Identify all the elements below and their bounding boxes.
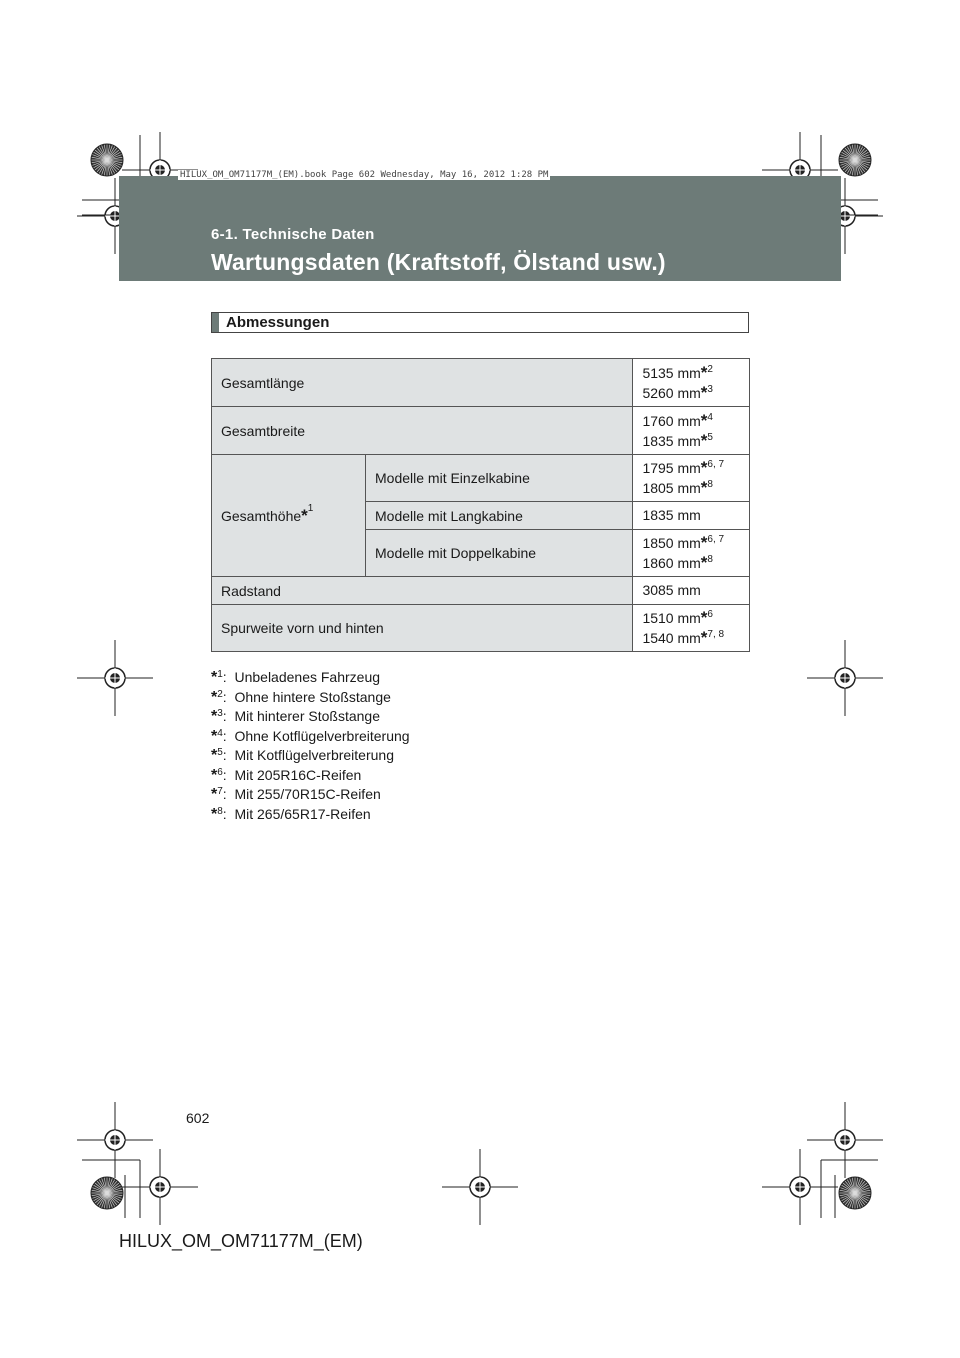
row-value: 1510 mm*$^6$ 1540 mm*$^{7, 8}$ <box>633 605 750 652</box>
row-value: 1850 mm*$^{6, 7}$ 1860 mm*$^8$ <box>633 530 750 577</box>
crosshair-target-icon <box>807 640 883 716</box>
page-number: 602 <box>186 1110 210 1126</box>
radial-star-icon <box>839 144 871 176</box>
row-value: 1795 mm*$^{6, 7}$ 1805 mm*$^8$ <box>633 455 750 502</box>
footnote-item: *$^6$: Mit 205R16C-Reifen <box>211 766 362 784</box>
row-label: Gesamtlänge <box>212 359 633 407</box>
row-value: 5135 mm*$^2$ 5260 mm*$^3$ <box>633 359 750 407</box>
section-label: 6-1. Technische Daten <box>211 226 375 243</box>
radial-star-icon <box>91 144 123 176</box>
table-row <box>212 577 750 605</box>
sub-row-label: Modelle mit Langkabine <box>366 502 633 530</box>
row-value: 3085 mm <box>633 577 750 605</box>
subheading-title: Abmessungen <box>226 314 330 331</box>
crosshair-target-icon <box>442 1149 518 1225</box>
row-value: 1835 mm <box>633 502 750 530</box>
subheading-box <box>211 312 749 333</box>
crosshair-target-icon <box>77 1102 153 1178</box>
row-label: Radstand <box>212 577 633 605</box>
row-label: Gesamthöhe*$^1$ <box>212 455 366 577</box>
footnote-item: *$^8$: Mit 265/65R17-Reifen <box>211 805 371 823</box>
document-footer: HILUX_OM_OM71177M_(EM) <box>119 1231 363 1251</box>
crosshair-target-icon <box>77 640 153 716</box>
footnote-item: *$^1$: Unbeladenes Fahrzeug <box>211 669 381 686</box>
footnote-item: *$^2$: Ohne hintere Stoßstange <box>211 688 391 706</box>
book-info-line: HILUX_OM_OM71177M_(EM).book Page 602 Wednesday, May 16, 2012 1:28 PM <box>180 170 549 180</box>
radial-star-icon <box>839 1177 871 1209</box>
footnote-item: *$^5$: Mit Kotflügelverbreiterung <box>211 747 394 764</box>
dimensions-table <box>211 358 750 652</box>
table-row <box>212 455 750 502</box>
radial-star-icon <box>91 1177 123 1209</box>
footnote-list <box>211 668 410 824</box>
footnote-item: *$^3$: Mit hinterer Stoßstange <box>211 708 380 725</box>
sub-row-label: Modelle mit Einzelkabine <box>366 455 633 502</box>
footnote-item: *$^4$: Ohne Kotflügelverbreiterung <box>211 727 410 745</box>
footnote-item: *$^7$: Mit 255/70R15C-Reifen <box>211 786 381 803</box>
row-label: Gesamtbreite <box>212 407 633 455</box>
table-row <box>212 359 750 407</box>
row-value: 1760 mm*$^4$ 1835 mm*$^5$ <box>633 407 750 455</box>
table-row <box>212 407 750 455</box>
sub-row-label: Modelle mit Doppelkabine <box>366 530 633 577</box>
subheading-accent-bar <box>212 313 219 332</box>
page-title: Wartungsdaten (Kraftstoff, Ölstand usw.) <box>211 249 666 275</box>
table-row <box>212 605 750 652</box>
crosshair-target-icon <box>807 1102 883 1178</box>
row-label: Spurweite vorn und hinten <box>212 605 633 652</box>
